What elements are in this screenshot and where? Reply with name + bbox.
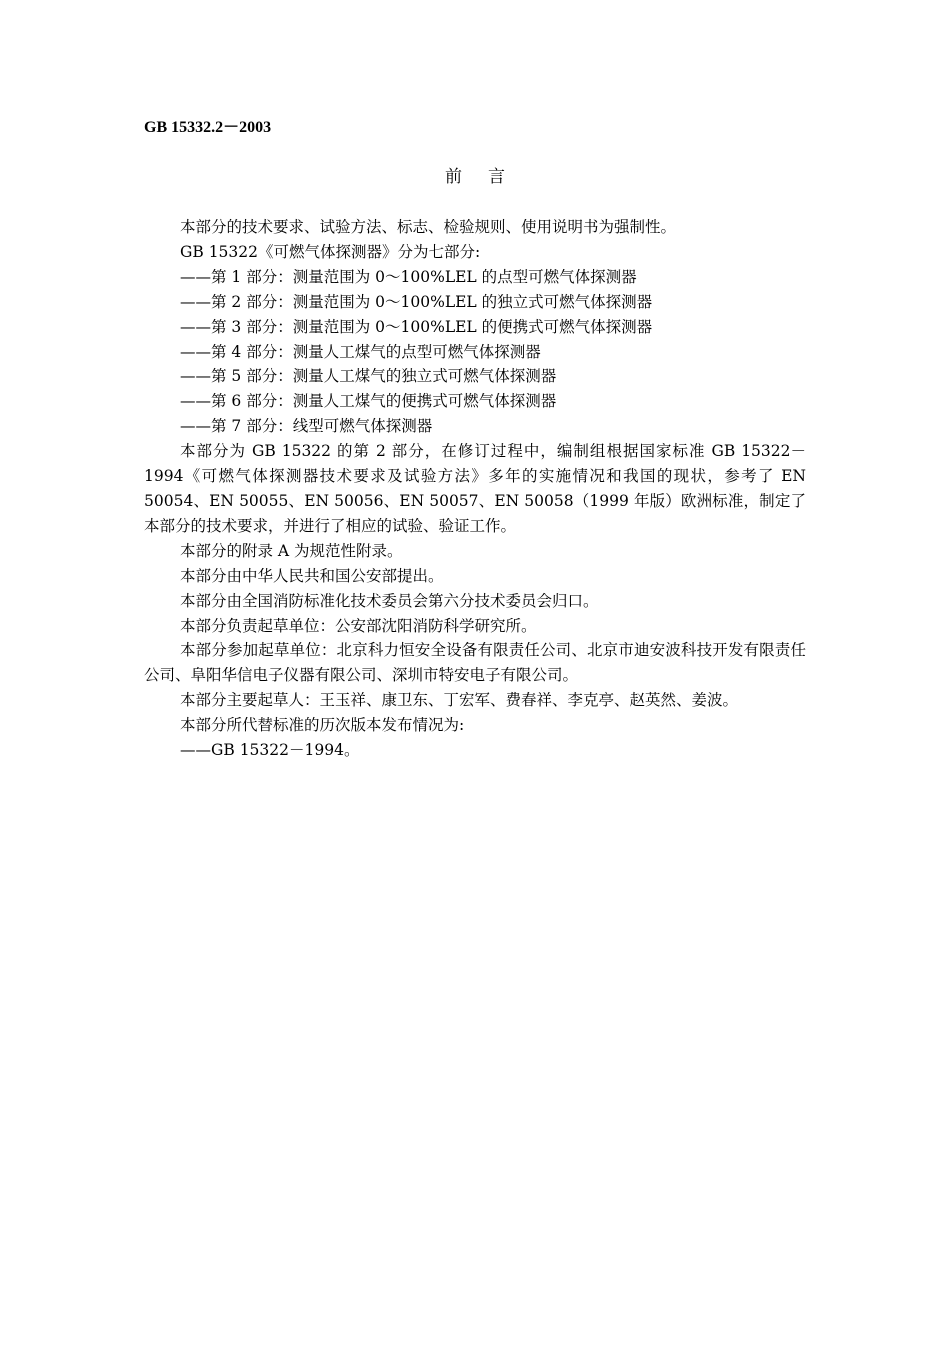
paragraph-main-drafters: 本部分主要起草人：王玉祥、康卫东、丁宏军、费春祥、李克亭、赵英然、姜波。 [180, 691, 739, 710]
list-item-part-2: ——第 2 部分：测量范围为 0～100%LEL 的独立式可燃气体探测器 [180, 292, 653, 311]
paragraph-participating-drafters: 本部分参加起草单位：北京科力恒安全设备有限责任公司、北京市迪安波科技开发有限责任公司、阜阳华信电子仪器有限公司、深圳市特安电子有限公司。 [144, 641, 806, 685]
paragraph-parts-intro: GB 15322《可燃气体探测器》分为七部分: [180, 242, 481, 261]
list-item-part-1: ——第 1 部分：测量范围为 0～100%LEL 的点型可燃气体探测器 [180, 267, 637, 286]
standard-number: GB 15332.2－2003 [144, 119, 272, 136]
paragraph-superseded-editions: 本部分所代替标准的历次版本发布情况为: [180, 716, 465, 735]
paragraph-proposed-by: 本部分由中华人民共和国公安部提出。 [180, 566, 444, 585]
page-title: 前言 [445, 167, 531, 187]
list-item-part-6: ——第 6 部分：测量人工煤气的便携式可燃气体探测器 [180, 392, 557, 411]
paragraph-mandatory-clauses: 本部分的技术要求、试验方法、标志、检验规则、使用说明书为强制性。 [180, 218, 677, 236]
list-item-part-3: ——第 3 部分：测量范围为 0～100%LEL 的便携式可燃气体探测器 [180, 317, 653, 336]
paragraph-revision-background: 本部分为 GB 15322 的第 2 部分，在修订过程中，编制组根据国家标准 GB 15322－1994《可燃气体探测器技术要求及试验方法》多年的实施情况和我国的现状，参考了 EN 50054、EN 50055、EN 50056、EN 50057、EN 50058（1999 年版）欧洲标准，制定了本部分的技术要求，并进行了相应的试验、验证工作。 [144, 442, 806, 535]
list-item-part-5: ——第 5 部分：测量人工煤气的独立式可燃气体探测器 [180, 367, 557, 386]
paragraph-annex: 本部分的附录 A 为规范性附录。 [180, 541, 403, 560]
foreword-body [144, 215, 806, 763]
paragraph-under-jurisdiction: 本部分由全国消防标准化技术委员会第六分技术委员会归口。 [180, 591, 599, 610]
list-item-part-7: ——第 7 部分：线型可燃气体探测器 [180, 417, 433, 436]
paragraph-lead-drafter: 本部分负责起草单位：公安部沈阳消防科学研究所。 [180, 616, 537, 635]
list-item-previous-edition: ——GB 15322－1994。 [180, 741, 360, 760]
list-item-part-4: ——第 4 部分：测量人工煤气的点型可燃气体探测器 [180, 342, 541, 361]
